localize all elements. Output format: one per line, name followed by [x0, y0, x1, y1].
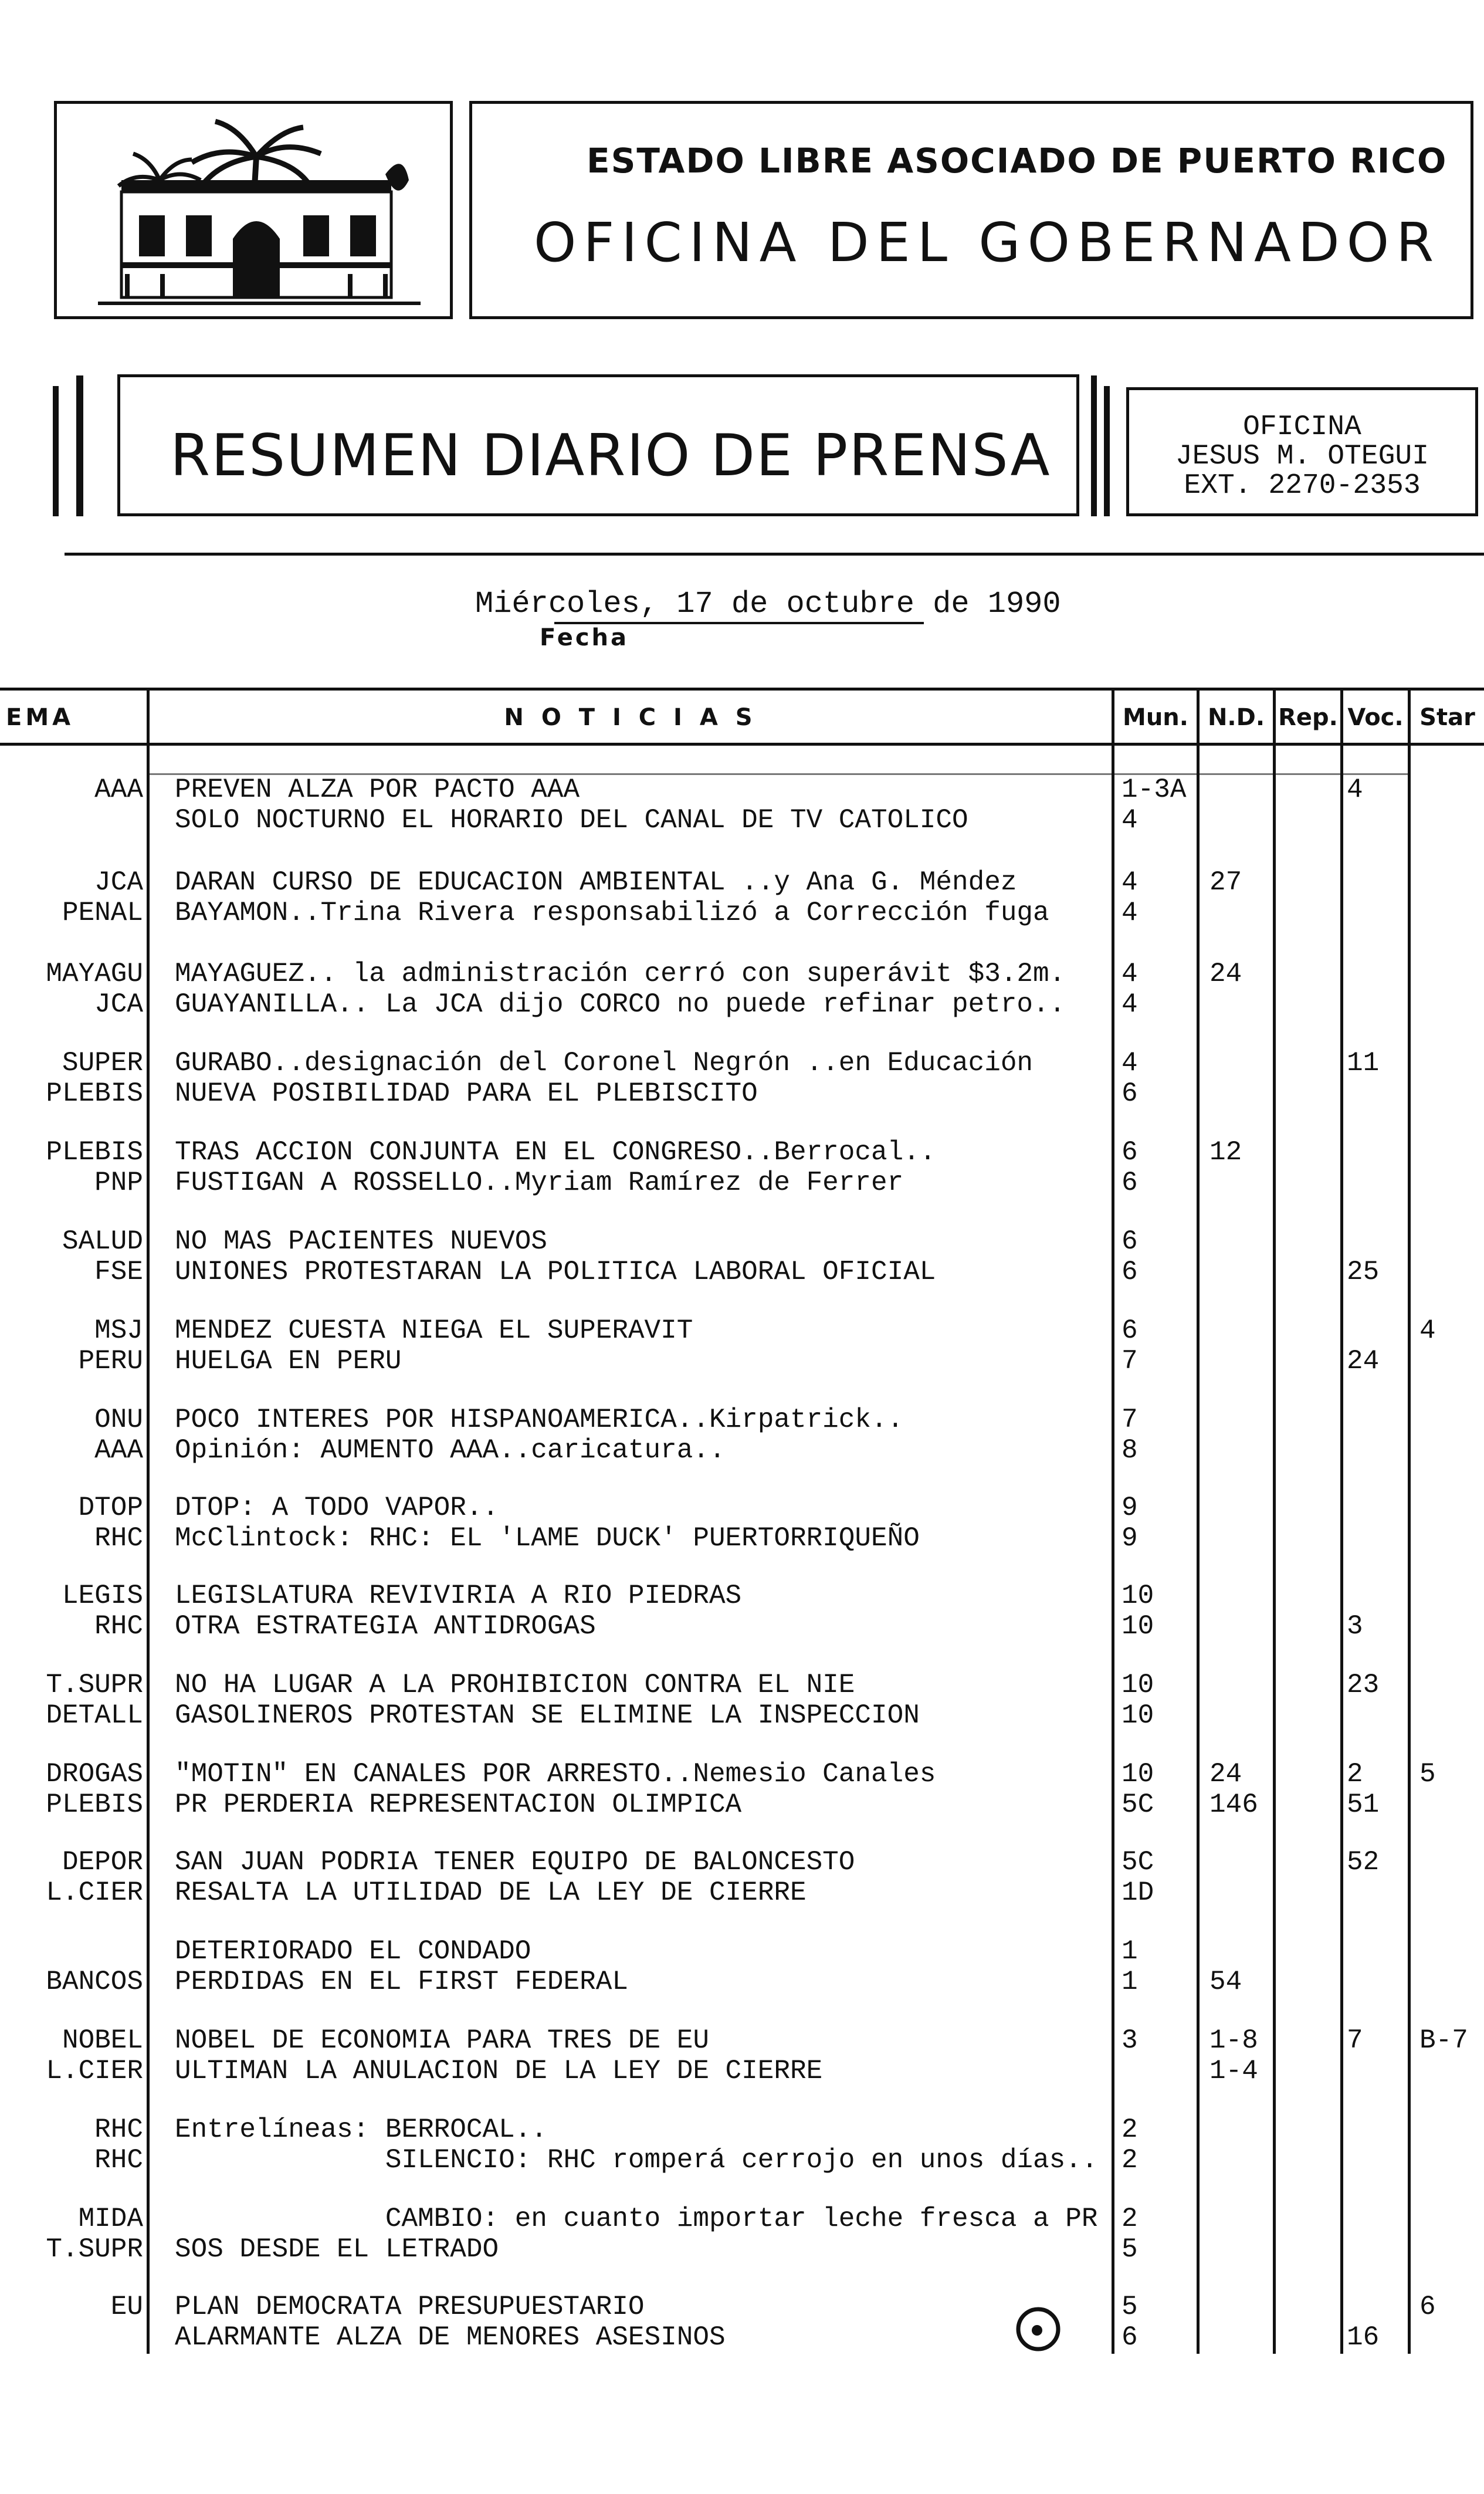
table-row [0, 1670, 1484, 1700]
row-nd: 24 [1209, 1759, 1242, 1789]
table-row [0, 2025, 1484, 2056]
row-mun: 4 [1122, 805, 1138, 835]
row-voc: 2 [1347, 1759, 1363, 1789]
government-line-1: ESTADO LIBRE ASOCIADO DE PUERTO RICO [587, 141, 1448, 181]
row-voc: 51 [1347, 1789, 1380, 1820]
header-voc: Voc. [1347, 704, 1404, 731]
table-row [0, 898, 1484, 928]
row-nd: 12 [1209, 1137, 1242, 1168]
table-row [0, 959, 1484, 989]
row-voc: 11 [1347, 1048, 1380, 1078]
row-headline: Entrelíneas: BERROCAL.. [175, 2114, 547, 2145]
row-tema: L.CIER [46, 2056, 143, 2086]
row-tema: MAYAGU [46, 959, 143, 989]
row-headline: PR PERDERIA REPRESENTACION OLIMPICA [175, 1789, 742, 1820]
row-mun: 9 [1122, 1523, 1138, 1554]
row-tema: DTOP [78, 1493, 143, 1523]
row-headline: UNIONES PROTESTARAN LA POLITICA LABORAL OFICIAL [175, 1257, 936, 1287]
row-mun: 1 [1122, 1967, 1138, 1997]
row-mun: 8 [1122, 1435, 1138, 1466]
table-row [0, 1493, 1484, 1523]
row-nd: 24 [1209, 959, 1242, 989]
row-voc: 16 [1347, 2322, 1380, 2353]
table-row [0, 2322, 1484, 2353]
banner-right-bar-2 [1104, 386, 1110, 516]
date-text: Miércoles, 17 de octubre de 1990 [475, 587, 1061, 621]
row-mun: 4 [1122, 1048, 1138, 1078]
row-nd: 1-8 [1209, 2025, 1258, 2056]
row-nd: 54 [1209, 1967, 1242, 1997]
row-headline: NO MAS PACIENTES NUEVOS [175, 1226, 547, 1257]
row-tema: PLEBIS [46, 1078, 143, 1109]
government-title-box [469, 101, 1473, 319]
header-star: Star [1419, 704, 1475, 731]
table-row [0, 1048, 1484, 1078]
row-mun: 5C [1122, 1789, 1154, 1820]
row-headline: DARAN CURSO DE EDUCACION AMBIENTAL ..y Ana G. Méndez [175, 867, 1017, 898]
office-extension: EXT. 2270-2353 [1184, 470, 1421, 502]
row-tema: JCA [94, 867, 143, 898]
row-voc: 4 [1347, 774, 1363, 805]
table-row [0, 1257, 1484, 1287]
table-row [0, 1967, 1484, 1997]
header-noticias: N O T I C I A S [504, 704, 757, 731]
row-voc: 52 [1347, 1847, 1380, 1877]
row-tema: DETALL [46, 1700, 143, 1731]
circled-check-mark [1009, 2300, 1068, 2358]
table-row [0, 2292, 1484, 2322]
row-headline: NOBEL DE ECONOMIA PARA TRES DE EU [175, 2025, 709, 2056]
row-tema: RHC [94, 1611, 143, 1642]
row-headline: HUELGA EN PERU [175, 1346, 402, 1376]
table-row [0, 1936, 1484, 1967]
table-row [0, 2056, 1484, 2086]
row-headline: BAYAMON..Trina Rivera responsabilizó a Corrección fuga [175, 898, 1049, 928]
row-tema: BANCOS [46, 1967, 143, 1997]
row-mun: 6 [1122, 2322, 1138, 2353]
row-headline: Opinión: AUMENTO AAA..caricatura.. [175, 1435, 726, 1466]
table-row [0, 774, 1484, 805]
table-header-bottom-border [0, 743, 1484, 746]
row-headline: DTOP: A TODO VAPOR.. [175, 1493, 499, 1523]
row-headline: LEGISLATURA REVIVIRIA A RIO PIEDRAS [175, 1581, 742, 1611]
row-headline: CAMBIO: en cuanto importar leche fresca a PR [175, 2204, 1098, 2234]
row-mun: 10 [1122, 1700, 1154, 1731]
row-headline: SOS DESDE EL LETRADO [175, 2234, 499, 2265]
office-contact-name: JESUS M. OTEGUI [1175, 441, 1429, 472]
row-headline: ULTIMAN LA ANULACION DE LA LEY DE CIERRE [175, 2056, 823, 2086]
row-tema: RHC [94, 1523, 143, 1554]
header-tema: EMA [6, 704, 74, 731]
row-mun: 6 [1122, 1315, 1138, 1346]
row-headline: McClintock: RHC: EL 'LAME DUCK' PUERTORRIQUEÑO [175, 1523, 920, 1554]
row-mun: 9 [1122, 1493, 1138, 1523]
row-headline: TRAS ACCION CONJUNTA EN EL CONGRESO..Berrocal.. [175, 1137, 936, 1168]
row-tema: MSJ [94, 1315, 143, 1346]
table-row [0, 1700, 1484, 1731]
row-mun: 6 [1122, 1137, 1138, 1168]
row-nd: 27 [1209, 867, 1242, 898]
header-rep: Rep. [1278, 704, 1338, 731]
table-row [0, 1581, 1484, 1611]
row-star: B-7 [1419, 2025, 1468, 2056]
header-separator [65, 553, 1484, 556]
row-voc: 23 [1347, 1670, 1380, 1700]
table-row [0, 1523, 1484, 1554]
header-mun: Mun. [1123, 704, 1188, 731]
row-tema: DEPOR [62, 1847, 143, 1877]
row-tema: SUPER [62, 1048, 143, 1078]
row-tema: LEGIS [62, 1581, 143, 1611]
table-row [0, 1078, 1484, 1109]
banner-left-bar-1 [53, 386, 59, 516]
row-mun: 7 [1122, 1405, 1138, 1435]
row-tema: L.CIER [46, 1877, 143, 1908]
table-row [0, 1435, 1484, 1466]
banner-right-bar-1 [1091, 375, 1097, 516]
table-row [0, 989, 1484, 1020]
row-mun: 4 [1122, 989, 1138, 1020]
row-headline: "MOTIN" EN CANALES POR ARRESTO..Nemesio Canales [175, 1759, 936, 1789]
row-mun: 3 [1122, 2025, 1138, 2056]
row-tema: DROGAS [46, 1759, 143, 1789]
row-tema: PERU [78, 1346, 143, 1376]
table-row [0, 805, 1484, 835]
row-headline: FUSTIGAN A ROSSELLO..Myriam Ramírez de Ferrer [175, 1168, 904, 1198]
row-mun: 10 [1122, 1581, 1154, 1611]
seal-box [54, 101, 453, 319]
table-row [0, 1315, 1484, 1346]
row-star: 5 [1419, 1759, 1436, 1789]
row-headline: OTRA ESTRATEGIA ANTIDROGAS [175, 1611, 596, 1642]
table-row [0, 1759, 1484, 1789]
row-tema: T.SUPR [46, 2234, 143, 2265]
row-headline: DETERIORADO EL CONDADO [175, 1936, 531, 1967]
row-headline: POCO INTERES POR HISPANOAMERICA..Kirpatrick.. [175, 1405, 904, 1435]
row-tema: NOBEL [62, 2025, 143, 2056]
row-mun: 4 [1122, 898, 1138, 928]
row-nd: 1-4 [1209, 2056, 1258, 2086]
row-headline: SILENCIO: RHC romperá cerrojo en unos días.. [175, 2145, 1098, 2175]
table-row [0, 2234, 1484, 2265]
row-tema: PENAL [62, 898, 143, 928]
government-line-2: OFICINA DEL GOBERNADOR [534, 211, 1441, 274]
row-star: 6 [1419, 2292, 1436, 2322]
row-tema: PNP [94, 1168, 143, 1198]
row-headline: PLAN DEMOCRATA PRESUPUESTARIO [175, 2292, 645, 2322]
table-row [0, 1346, 1484, 1376]
table-row [0, 2145, 1484, 2175]
table-row [0, 1789, 1484, 1820]
row-mun: 2 [1122, 2145, 1138, 2175]
banner-left-bar-2 [76, 375, 83, 516]
row-nd: 146 [1209, 1789, 1258, 1820]
row-headline: PERDIDAS EN EL FIRST FEDERAL [175, 1967, 628, 1997]
row-tema: EU [110, 2292, 143, 2322]
row-headline: PREVEN ALZA POR PACTO AAA [175, 774, 580, 805]
row-mun: 5 [1122, 2234, 1138, 2265]
table-row [0, 1405, 1484, 1435]
row-tema: T.SUPR [46, 1670, 143, 1700]
table-top-border [0, 688, 1484, 691]
row-tema: SALUD [62, 1226, 143, 1257]
office-label: OFICINA [1243, 411, 1361, 443]
row-voc: 7 [1347, 2025, 1363, 2056]
row-headline: MAYAGUEZ.. la administración cerró con superávit $3.2m. [175, 959, 1066, 989]
banner-title: RESUMEN DIARIO DE PRENSA [170, 422, 1051, 489]
row-tema: RHC [94, 2145, 143, 2175]
table-row [0, 1847, 1484, 1877]
row-tema: ONU [94, 1405, 143, 1435]
row-tema: RHC [94, 2114, 143, 2145]
row-tema: MIDA [78, 2204, 143, 2234]
row-tema: PLEBIS [46, 1789, 143, 1820]
row-mun: 4 [1122, 867, 1138, 898]
row-headline: SOLO NOCTURNO EL HORARIO DEL CANAL DE TV CATOLICO [175, 805, 968, 835]
row-headline: GASOLINEROS PROTESTAN SE ELIMINE LA INSPECCION [175, 1700, 920, 1731]
header-nd: N.D. [1207, 704, 1265, 731]
table-row [0, 1877, 1484, 1908]
row-voc: 24 [1347, 1346, 1380, 1376]
row-mun: 6 [1122, 1226, 1138, 1257]
row-headline: NO HA LUGAR A LA PROHIBICION CONTRA EL NIE [175, 1670, 855, 1700]
row-headline: GURABO..designación del Coronel Negrón ..en Educación [175, 1048, 1034, 1078]
row-mun: 10 [1122, 1611, 1154, 1642]
row-mun: 10 [1122, 1759, 1154, 1789]
row-mun: 5C [1122, 1847, 1154, 1877]
row-mun: 6 [1122, 1078, 1138, 1109]
building-logo-icon [57, 104, 450, 316]
row-voc: 25 [1347, 1257, 1380, 1287]
row-headline: SAN JUAN PODRIA TENER EQUIPO DE BALONCESTO [175, 1847, 855, 1877]
row-star: 4 [1419, 1315, 1436, 1346]
row-mun: 1-3A [1122, 774, 1187, 805]
table-row [0, 1137, 1484, 1168]
table-row [0, 1226, 1484, 1257]
date-label: Fecha [540, 624, 629, 651]
row-tema: JCA [94, 989, 143, 1020]
row-tema: PLEBIS [46, 1137, 143, 1168]
row-mun: 7 [1122, 1346, 1138, 1376]
table-row [0, 2114, 1484, 2145]
row-mun: 1D [1122, 1877, 1154, 1908]
row-headline: ALARMANTE ALZA DE MENORES ASESINOS [175, 2322, 726, 2353]
row-mun: 2 [1122, 2204, 1138, 2234]
row-mun: 5 [1122, 2292, 1138, 2322]
table-row [0, 867, 1484, 898]
row-tema: AAA [94, 774, 143, 805]
row-mun: 1 [1122, 1936, 1138, 1967]
office-contact-box [1126, 387, 1478, 516]
row-mun: 4 [1122, 959, 1138, 989]
row-headline: GUAYANILLA.. La JCA dijo CORCO no puede refinar petro.. [175, 989, 1066, 1020]
row-mun: 6 [1122, 1257, 1138, 1287]
row-headline: RESALTA LA UTILIDAD DE LA LEY DE CIERRE [175, 1877, 807, 1908]
table-row [0, 2204, 1484, 2234]
row-tema: FSE [94, 1257, 143, 1287]
row-mun: 6 [1122, 1168, 1138, 1198]
row-mun: 10 [1122, 1670, 1154, 1700]
table-row [0, 1611, 1484, 1642]
row-headline: NUEVA POSIBILIDAD PARA EL PLEBISCITO [175, 1078, 758, 1109]
row-mun: 2 [1122, 2114, 1138, 2145]
row-voc: 3 [1347, 1611, 1363, 1642]
row-tema: AAA [94, 1435, 143, 1466]
table-row [0, 1168, 1484, 1198]
row-headline: MENDEZ CUESTA NIEGA EL SUPERAVIT [175, 1315, 693, 1346]
